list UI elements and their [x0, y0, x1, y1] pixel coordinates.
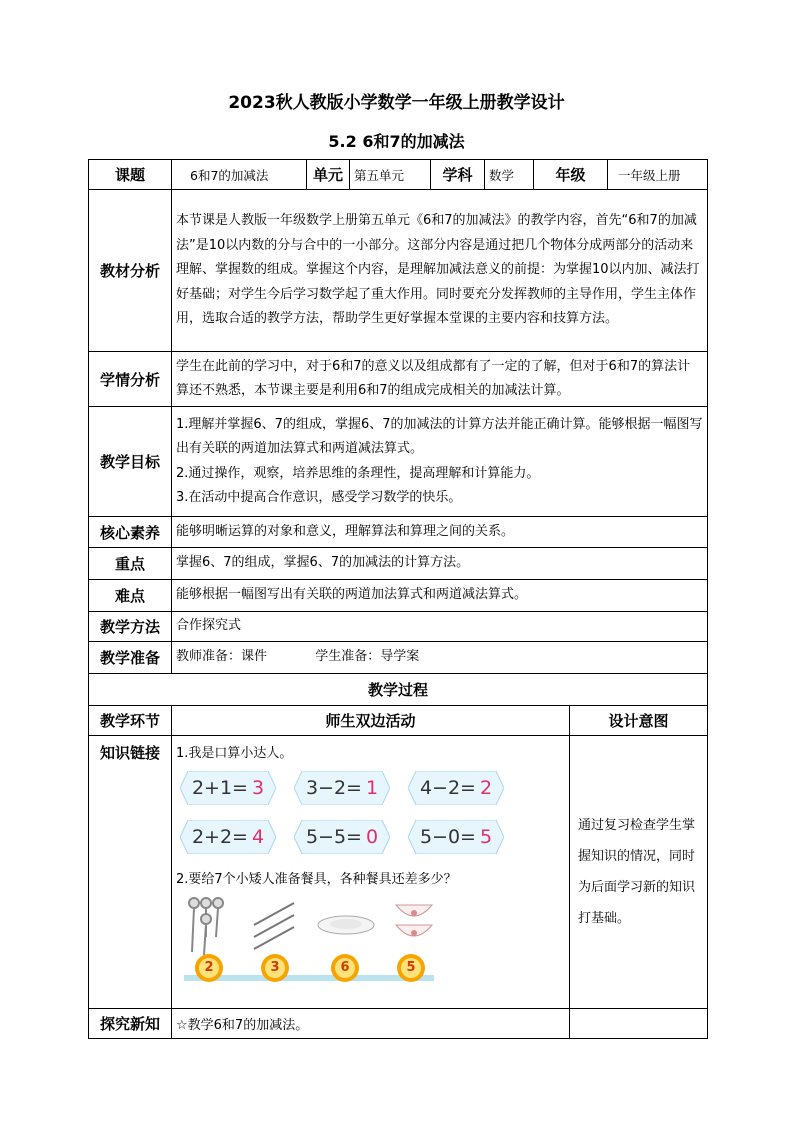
count-sun — [330, 953, 360, 983]
plate-icon — [316, 911, 376, 941]
method-row — [89, 612, 708, 642]
col-activity: 师生双边活动 — [172, 706, 570, 736]
count-sun — [260, 953, 290, 983]
intent2-text — [570, 1009, 708, 1039]
count-value: 3 — [270, 960, 280, 975]
stage1-row — [89, 736, 708, 1009]
calc-answer: 2 — [479, 777, 493, 799]
prep-student: 学生准备：导学案 — [315, 649, 420, 665]
prep-label: 教学准备 — [89, 642, 172, 674]
core-text: 能够明晰运算的对象和意义，理解算法和算理之间的关系。 — [172, 517, 708, 548]
grade-label: 年级 — [534, 160, 608, 190]
goal-item: 3.在活动中提高合作意识，感受学习数学的快乐。 — [176, 490, 462, 505]
calc-expr: 3−2= — [305, 777, 362, 799]
count-value: 5 — [406, 960, 416, 975]
prep-text — [172, 642, 708, 674]
subject-value: 数学 — [485, 160, 534, 190]
topic-label: 课题 — [89, 160, 172, 190]
goals-row — [89, 407, 708, 517]
learner-label: 学情分析 — [89, 352, 172, 407]
col-stage: 教学环节 — [89, 706, 172, 736]
process-title-row — [89, 674, 708, 706]
prep-row — [89, 642, 708, 674]
calc-expr: 2+2= — [191, 826, 248, 848]
calc-card — [294, 771, 390, 805]
col-intent: 设计意图 — [570, 706, 708, 736]
lesson-plan-table — [88, 159, 708, 1039]
calc-card — [408, 820, 504, 854]
tableware-illustration — [176, 893, 565, 989]
topic-value: 6和7的加减法 — [172, 160, 307, 190]
subject-label: 学科 — [431, 160, 485, 190]
core-label: 核心素养 — [89, 517, 172, 548]
process-header-row — [89, 706, 708, 736]
calc-answer: 1 — [365, 777, 379, 799]
spoons-icon — [186, 897, 226, 957]
difficulty-text: 能够根据一幅图写出有关联的两道加法算式和两道减法算式。 — [172, 580, 708, 612]
stage1-label: 知识链接 — [89, 736, 172, 1009]
goals-label: 教学目标 — [89, 407, 172, 517]
material-text: 本节课是人教版一年级数学上册第五单元《6和7的加减法》的教学内容，首先“6和7的加减法”是10以内数的分与合中的一小部分。这部分内容是通过把几个物体分成两部分的活动来理解、掌握数的组成。掌握这个内容，是理解加减法意义的前提：为掌握10以内加、减法打好基础；对学生今后学习数学起了重大作用。同时要充分发挥教师的主导作用，学生主体作用，选取合适的教学方法，帮助学生更好掌握本堂课的主要内容和技算方法。 — [172, 190, 708, 352]
calc-card — [180, 771, 276, 805]
difficulty-row — [89, 580, 708, 612]
count-value: 2 — [204, 960, 214, 975]
calc-answer: 3 — [251, 777, 265, 799]
material-row — [89, 190, 708, 352]
count-value: 6 — [340, 960, 350, 975]
key-row — [89, 548, 708, 580]
calc-card — [294, 820, 390, 854]
count-sun — [194, 953, 224, 983]
process-title: 教学过程 — [89, 674, 708, 706]
calc-expr: 5−5= — [305, 826, 362, 848]
calc-expr: 5−0= — [419, 826, 476, 848]
calc-row-1 — [180, 771, 565, 805]
task3-text: ☆教学6和7的加减法。 — [172, 1009, 570, 1039]
learner-row — [89, 352, 708, 407]
core-row — [89, 517, 708, 548]
calc-row-2 — [180, 820, 565, 854]
header-row — [89, 160, 708, 190]
lesson-subtitle: 5.2 6和7的加减法 — [328, 132, 465, 151]
material-label: 教材分析 — [89, 190, 172, 352]
goal-item: 2.通过操作，观察，培养思维的条理性，提高理解和计算能力。 — [176, 465, 540, 481]
calc-card — [408, 771, 504, 805]
grade-value: 一年级上册 — [608, 160, 708, 190]
difficulty-label: 难点 — [89, 580, 172, 612]
document-title: 2023秋人教版小学数学一年级上册教学设计 — [228, 93, 565, 113]
unit-value: 第五单元 — [350, 160, 431, 190]
learner-text: 学生在此前的学习中，对于6和7的意义以及组成都有了一定的了解，但对于6和7的算法计算还不熟悉，本节课主要是利用6和7的组成完成相关的加减法计算。 — [172, 352, 708, 407]
key-label: 重点 — [89, 548, 172, 580]
calc-answer: 5 — [479, 826, 493, 848]
calc-expr: 2+1= — [191, 777, 248, 799]
intent1-text: 通过复习检查学生掌握知识的情况，同时为后面学习新的知识打基础。 — [570, 736, 708, 1009]
task2-text: 2.要给7个小矮人准备餐具，各种餐具还差多少？ — [176, 872, 457, 887]
stage2-row — [89, 1009, 708, 1039]
count-sun — [396, 953, 426, 983]
forks-icon — [250, 899, 300, 954]
calc-answer: 4 — [251, 826, 265, 848]
goal-item: 1.理解并掌握6、7的组成，掌握6、7的加减法的计算方法并能正确计算。能够根据一幅图写出有关联的两道加法算式和两道减法算式。 — [176, 416, 703, 456]
stage2-label: 探究新知 — [89, 1009, 172, 1039]
key-text: 掌握6、7的组成，掌握6、7的加减法的计算方法。 — [172, 548, 708, 580]
bowls-icon — [394, 897, 434, 947]
method-text: 合作探究式 — [172, 612, 708, 642]
task1-text: 1.我是口算小达人。 — [176, 746, 293, 761]
calc-expr: 4−2= — [419, 777, 476, 799]
stage1-activity — [172, 736, 570, 1009]
calc-card — [180, 820, 276, 854]
method-label: 教学方法 — [89, 612, 172, 642]
prep-teacher: 教师准备：课件 — [176, 649, 268, 665]
unit-label: 单元 — [307, 160, 350, 190]
goals-list — [172, 407, 708, 517]
calc-answer: 0 — [365, 826, 379, 848]
